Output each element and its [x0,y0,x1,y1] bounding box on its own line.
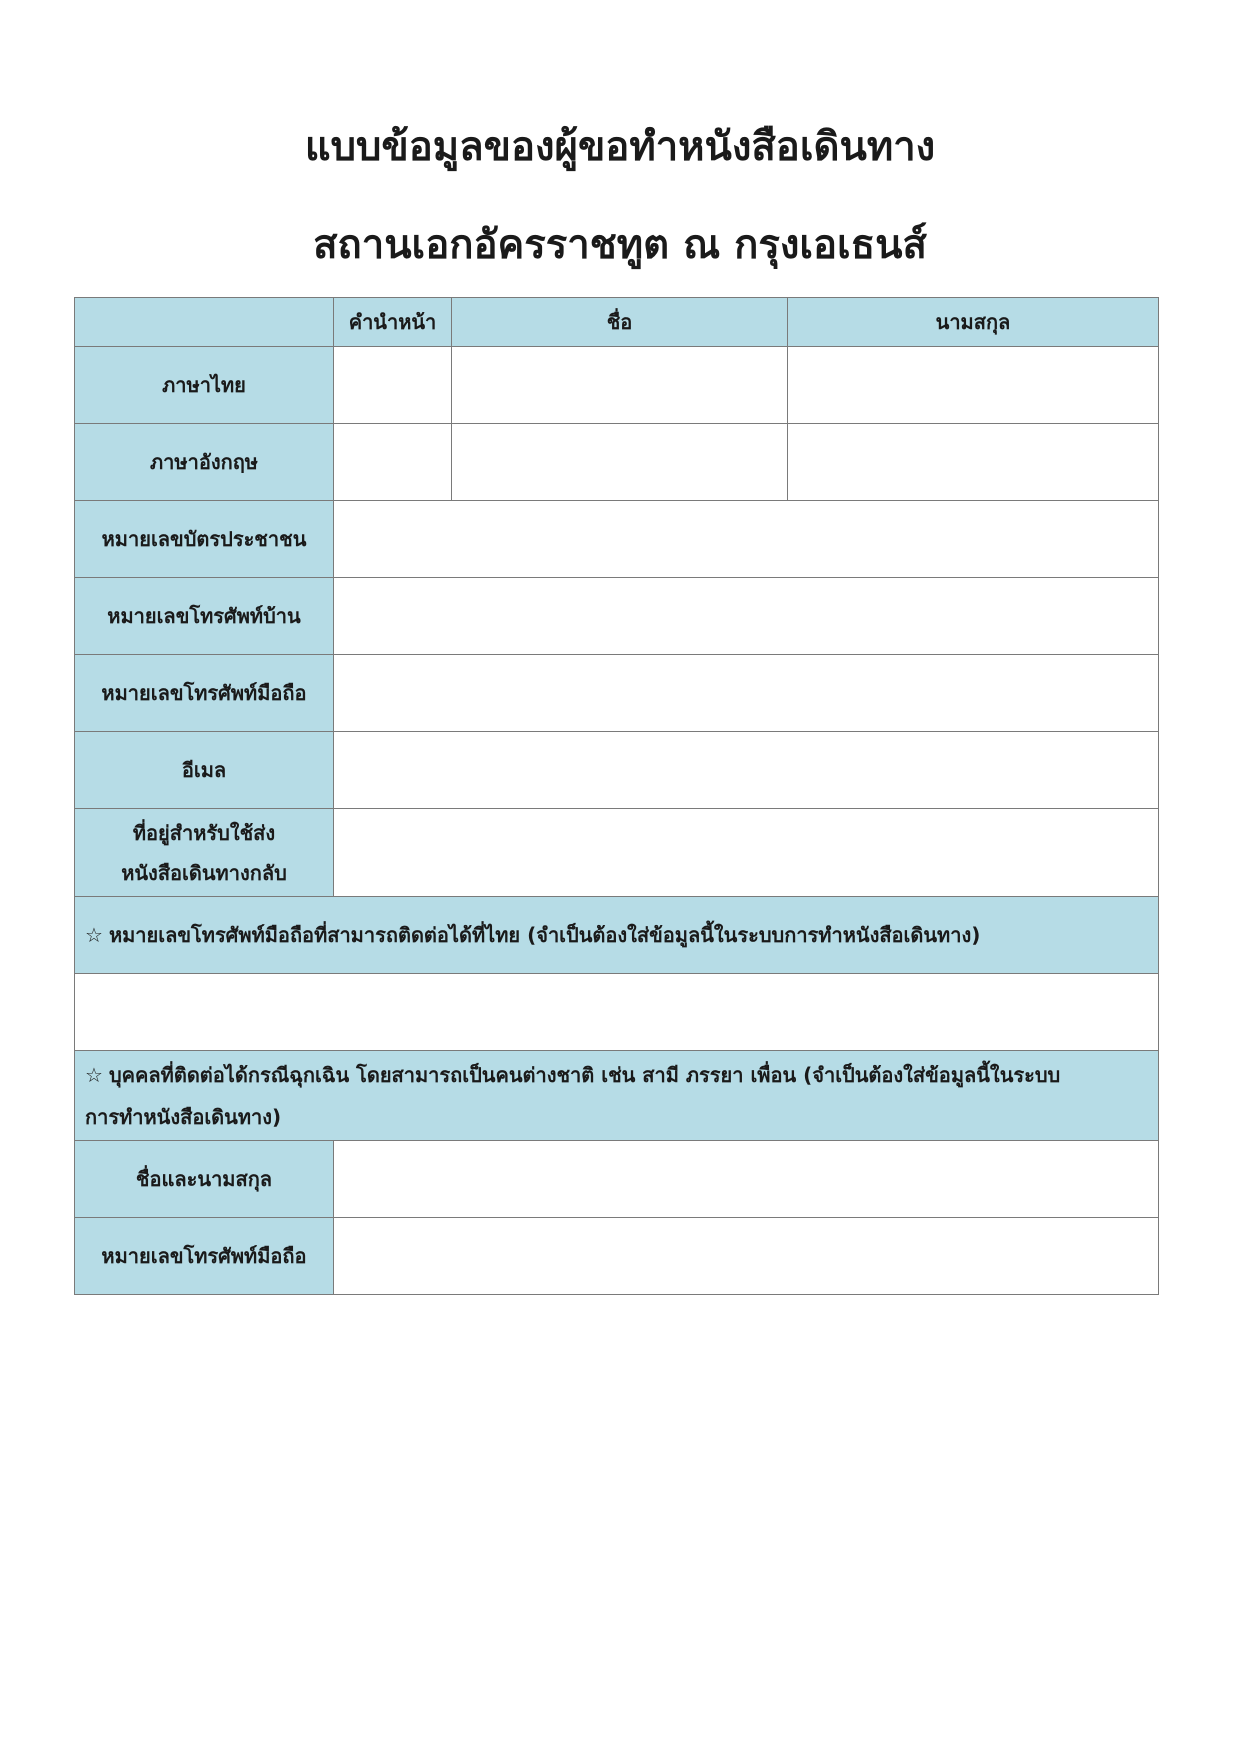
column-header-prefix: คำนำหน้า [334,298,452,347]
note-emergency-contact [75,1051,1159,1141]
applicant-info-table [74,297,1159,1295]
english-prefix-field[interactable] [334,424,452,501]
row-note-emergency [75,1051,1159,1141]
thai-mobile-phone-field[interactable] [75,974,1159,1051]
star-icon: ☆ [85,923,103,947]
id-card-field[interactable] [334,501,1159,578]
label-email: อีเมล [75,732,334,809]
email-field[interactable] [334,732,1159,809]
header-empty-cell [75,298,334,347]
label-english: ภาษาอังกฤษ [75,424,334,501]
emergency-name-field[interactable] [334,1141,1159,1218]
row-english-name [75,424,1159,501]
row-emergency-name [75,1141,1159,1218]
row-mobile-phone [75,655,1159,732]
note-emergency-line-1 [85,1054,1148,1096]
note-thai-phone-text: หมายเลขโทรศัพท์มือถือที่สามารถติดต่อได้ที่ไทย (จำเป็นต้องใส่ข้อมูลนี้ในระบบการทำหนังสือเดินทาง) [108,923,981,947]
row-thai-name [75,347,1159,424]
label-return-address-line-2: หนังสือเดินทางกลับ [121,860,287,885]
form-title [0,122,1240,318]
row-thai-phone-input [75,974,1159,1051]
note-emergency-text-1: บุคคลที่ติดต่อได้กรณีฉุกเฉิน โดยสามารถเป็นคนต่างชาติ เช่น สามี ภรรยา เพื่อน (จำเป็นต้องใส่ข้อมูลนี้ในระบบ [108,1062,1061,1087]
note-emergency-line-2: การทำหนังสือเดินทาง) [85,1104,282,1129]
label-home-phone: หมายเลขโทรศัพท์บ้าน [75,578,334,655]
label-thai: ภาษาไทย [75,347,334,424]
star-icon: ☆ [85,1062,103,1087]
home-phone-field[interactable] [334,578,1159,655]
label-return-address-line-1: ที่อยู่สำหรับใช้ส่ง [132,820,276,845]
thai-prefix-field[interactable] [334,347,452,424]
column-header-first-name: ชื่อ [452,298,788,347]
english-surname-field[interactable] [788,424,1159,501]
title-line-1: แบบข้อมูลของผู้ขอทำหนังสือเดินทาง [304,124,936,170]
emergency-mobile-field[interactable] [334,1218,1159,1295]
thai-surname-field[interactable] [788,347,1159,424]
row-home-phone [75,578,1159,655]
label-emergency-mobile: หมายเลขโทรศัพท์มือถือ [75,1218,334,1295]
row-email [75,732,1159,809]
note-thai-phone [75,897,1159,974]
mobile-phone-field[interactable] [334,655,1159,732]
return-address-field[interactable] [334,809,1159,897]
label-id-card: หมายเลขบัตรประชาชน [75,501,334,578]
column-header-row [75,298,1159,347]
label-mobile-phone: หมายเลขโทรศัพท์มือถือ [75,655,334,732]
row-emergency-mobile [75,1218,1159,1295]
title-line-2: สถานเอกอัครราชทูต ณ กรุงเอเธนส์ [313,222,927,268]
column-header-surname: นามสกุล [788,298,1159,347]
english-first-name-field[interactable] [452,424,788,501]
label-emergency-name: ชื่อและนามสกุล [75,1141,334,1218]
row-return-address [75,809,1159,897]
row-note-thai-phone [75,897,1159,974]
thai-first-name-field[interactable] [452,347,788,424]
row-id-card [75,501,1159,578]
label-return-address [75,809,334,897]
